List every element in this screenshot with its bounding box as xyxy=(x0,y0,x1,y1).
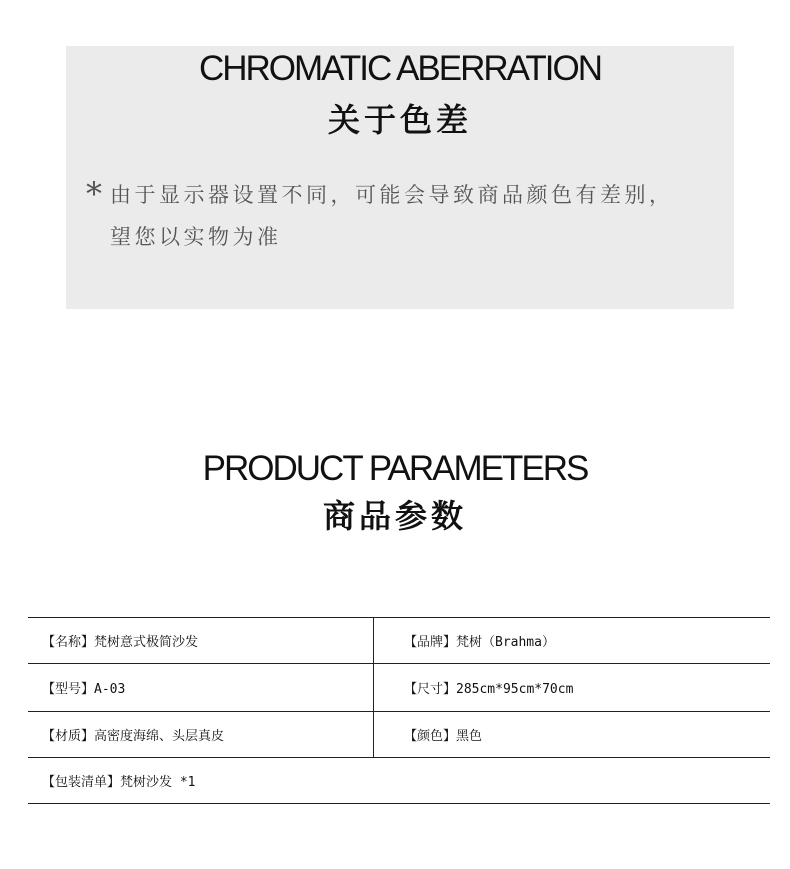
param-brand: 【品牌】梵树（Brahma） xyxy=(404,635,555,650)
param-model: 【型号】A-03 xyxy=(42,682,126,697)
param-package-list: 【包装清单】梵树沙发 *1 xyxy=(42,775,196,790)
param-size: 【尺寸】285cm*95cm*70cm xyxy=(404,682,574,697)
table-row xyxy=(28,663,770,711)
column-divider xyxy=(373,712,374,757)
product-parameters-title-en: PRODUCT PARAMETERS xyxy=(202,449,588,488)
table-row xyxy=(28,757,770,804)
column-divider xyxy=(373,664,374,711)
table-row xyxy=(28,711,770,757)
param-color: 【颜色】黑色 xyxy=(404,729,483,744)
asterisk-icon: * xyxy=(86,175,106,213)
param-material: 【材质】高密度海绵、头层真皮 xyxy=(42,729,225,744)
notice-text-line-1: 由于显示器设置不同，可能会导致商品颜色有差别， xyxy=(110,183,674,207)
table-row xyxy=(28,617,770,663)
notice-title-cn: 关于色差 xyxy=(327,101,472,139)
notice-text xyxy=(86,174,726,258)
notice-text-line-2: 望您以实物为准 xyxy=(110,225,282,249)
param-name: 【名称】梵树意式极简沙发 xyxy=(42,635,199,650)
product-parameters-table xyxy=(28,617,770,804)
notice-title-en: CHROMATIC ABERRATION xyxy=(198,49,602,88)
product-parameters-title-cn: 商品参数 xyxy=(322,497,467,535)
column-divider xyxy=(373,618,374,663)
chromatic-aberration-notice xyxy=(66,46,734,309)
